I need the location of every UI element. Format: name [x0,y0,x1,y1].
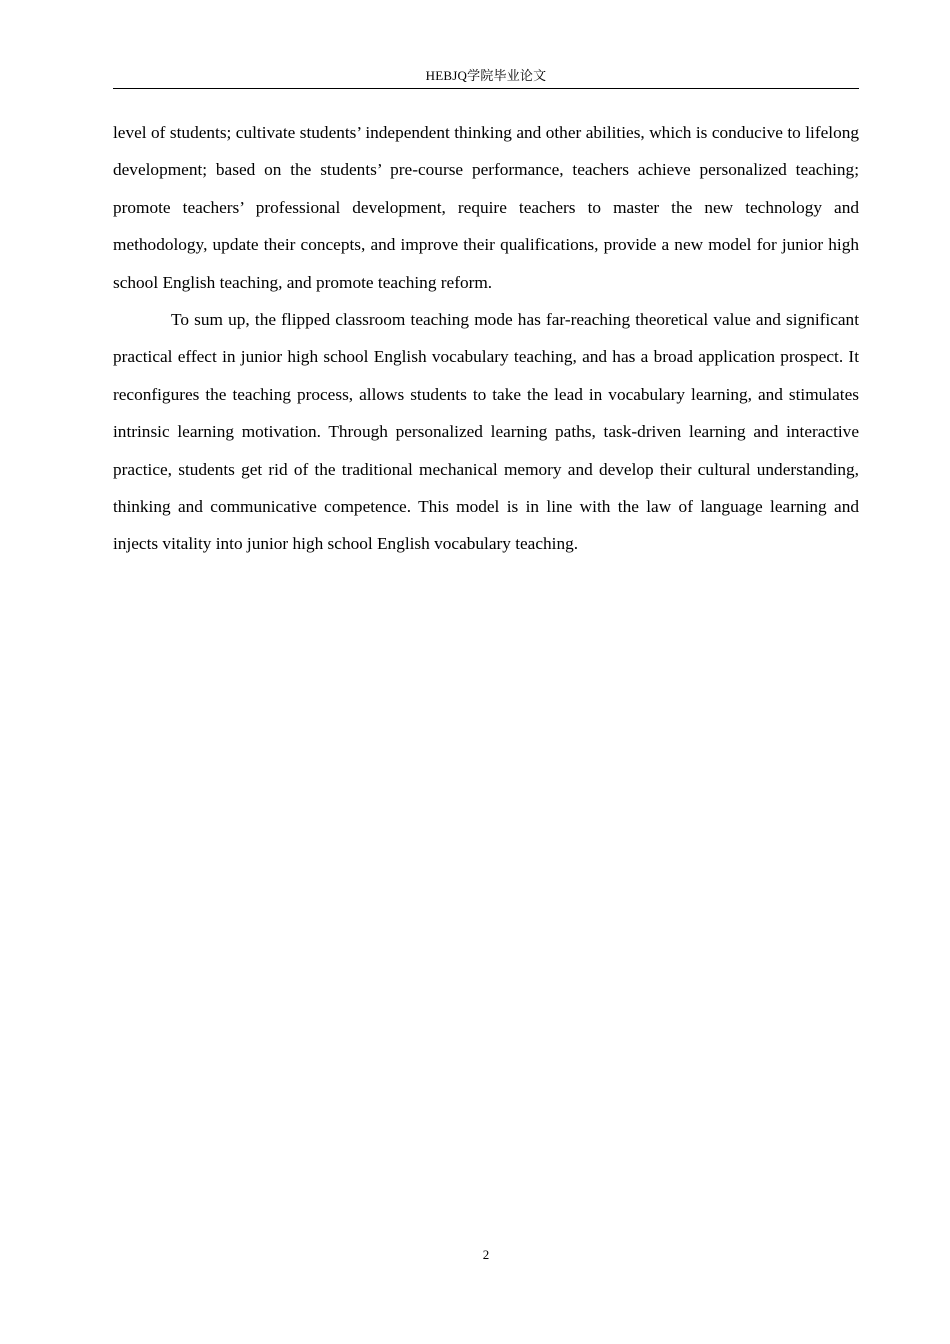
page-number: 2 [482,1247,490,1262]
page-header [113,66,859,89]
document-body [113,114,859,563]
paragraph-continuation: level of students; cultivate students’ independent thinking and other abilities, which is conducive to lifelong development; based on the students’ pre-course performance, teachers achieve personalized teaching; promote teachers’ professional development, require teachers to master the new technology and methodology, update their concepts, and improve their qualifications, provide a new model for junior high school English teaching, and promote teaching reform. [113,123,859,292]
paragraph-summary: To sum up, the flipped classroom teaching mode has far-reaching theoretical value and significant practical effect in junior high school English vocabulary teaching, and has a broad application prospect. It reconfigures the teaching process, allows students to take the lead in vocabulary learning, and stimulates intrinsic learning motivation. Through personalized learning paths, task-driven learning and interactive practice, students get rid of the traditional mechanical memory and develop their cultural understanding, thinking and communicative competence. This model is in line with the law of language learning and injects vitality into junior high school English vocabulary teaching. [113,310,859,554]
header-title: HEBJQ学院毕业论文 [425,68,547,83]
